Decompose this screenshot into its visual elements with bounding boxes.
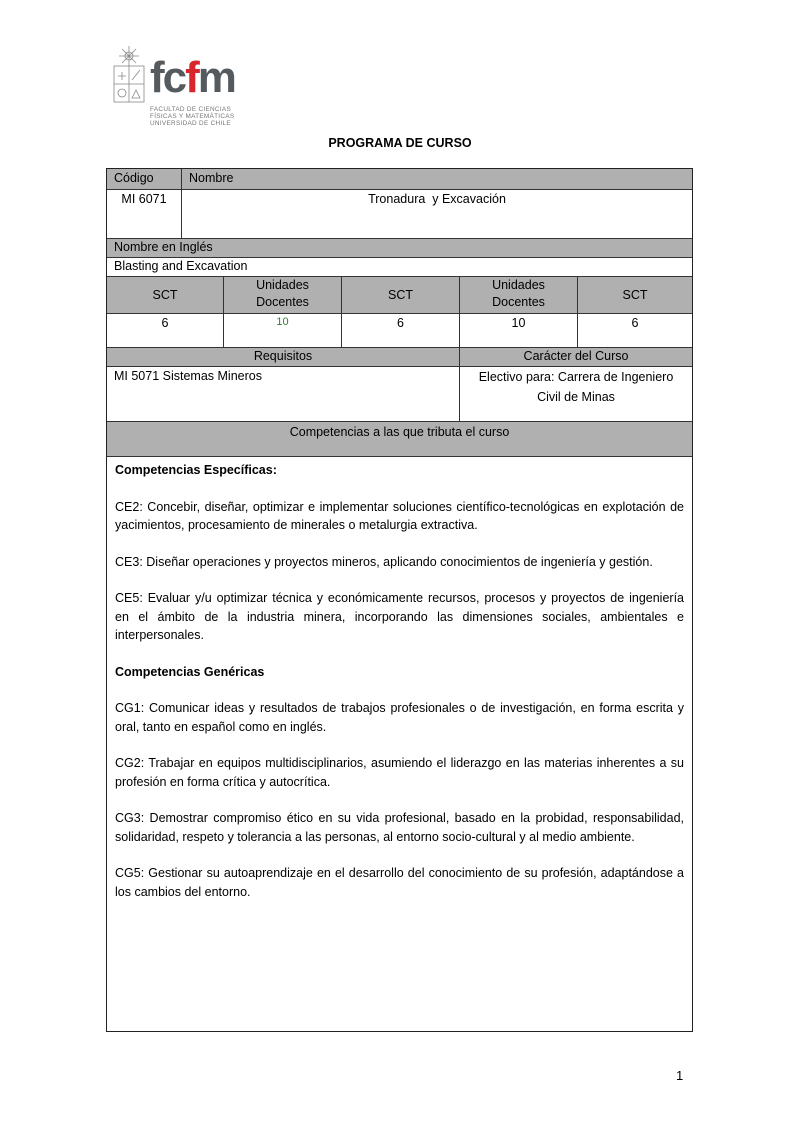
especificas-heading: Competencias Específicas: (115, 463, 277, 477)
university-crest-icon (112, 46, 146, 106)
units-header-sct-2: SCT (342, 277, 460, 313)
units-value-sct-3: 6 (631, 316, 639, 330)
nombre-value: Tronadura y Excavación (368, 192, 506, 206)
genericas-heading: Competencias Genéricas (115, 664, 265, 679)
competency-cg1: CG1: Comunicar ideas y resultados de trabajos profesionales o de investigación, en forma escrita y oral, tanto en español como en inglés. (115, 701, 684, 734)
header-row-competencies (107, 422, 692, 457)
units-value-sct-2: 6 (342, 314, 460, 347)
row-competencies-content (107, 457, 692, 1031)
competencias-content (107, 457, 692, 1031)
header-row-units (107, 277, 692, 314)
requisitos-value: MI 5071 Sistemas Mineros (107, 367, 460, 421)
requisitos-label: Requisitos (107, 348, 460, 366)
fcfm-logo (112, 46, 242, 128)
fcfm-wordmark: fcfm (150, 53, 235, 102)
row-units-values (107, 314, 692, 348)
nombre-label: Nombre (189, 171, 234, 185)
competency-cg5: CG5: Gestionar su autoaprendizaje en el desarrollo del conocimiento de su profesión, adaptándose a los cambios del entorno. (115, 866, 684, 899)
page-number: 1 (676, 1068, 684, 1083)
codigo-value: MI 6071 (107, 190, 182, 238)
header-row-requirements (107, 348, 692, 367)
course-table (106, 168, 693, 1032)
units-value-ud-1: 10 (224, 314, 342, 347)
competency-ce3: CE3: Diseñar operaciones y proyectos mineros, aplicando conocimientos de ingeniería y gestión. (115, 554, 653, 569)
nombre-ingles-label: Nombre en Inglés (114, 240, 213, 254)
header-row-english-name (107, 239, 692, 258)
competencias-label: Competencias a las que tributa el curso (289, 425, 510, 439)
units-header-sct-3: SCT (622, 288, 648, 302)
units-value-sct-1: 6 (107, 314, 224, 347)
caracter-value: Electivo para: Carrera de Ingeniero Civil de Minas (478, 370, 674, 404)
row-english-name-value (107, 258, 692, 277)
units-header-sct-1: SCT (107, 277, 224, 313)
competency-cg3: CG3: Demostrar compromiso ético en su vida profesional, basado en la probidad, responsabilidad, solidaridad, respeto y tolerancia a las personas, al entorno socio-cultural y al medio ambiente. (115, 811, 684, 844)
competency-ce2: CE2: Concebir, diseñar, optimizar e implementar soluciones científico-tecnológicas en explotación de yacimientos, procesamiento de minerales o metalurgia extractiva. (115, 499, 684, 532)
header-row-code-name (107, 169, 692, 190)
competency-ce5: CE5: Evaluar y/u optimizar técnica y económicamente recursos, procesos y proyectos de ingeniería en el ámbito de la industria minera, incorporando las dimensiones sociales, ambientales e interpersonales. (115, 591, 684, 642)
document-title: PROGRAMA DE CURSO (328, 136, 472, 150)
caracter-label: Carácter del Curso (523, 349, 629, 363)
competency-cg2: CG2: Trabajar en equipos multidisciplinarios, asumiendo el liderazgo en las materias inherentes a su profesión en forma crítica y autocrítica. (115, 756, 684, 789)
row-requirements-values (107, 367, 692, 422)
row-code-name-values (107, 190, 692, 239)
faculty-name: FACULTAD DE CIENCIAS FÍSICAS Y MATEMÁTICAS UNIVERSIDAD DE CHILE (150, 106, 235, 127)
units-header-ud-2: Unidades Docentes (460, 277, 578, 313)
units-value-ud-2: 10 (460, 314, 578, 347)
units-header-ud-1: Unidades Docentes (224, 277, 342, 313)
codigo-label: Código (107, 169, 182, 189)
nombre-ingles-value: Blasting and Excavation (114, 259, 248, 273)
